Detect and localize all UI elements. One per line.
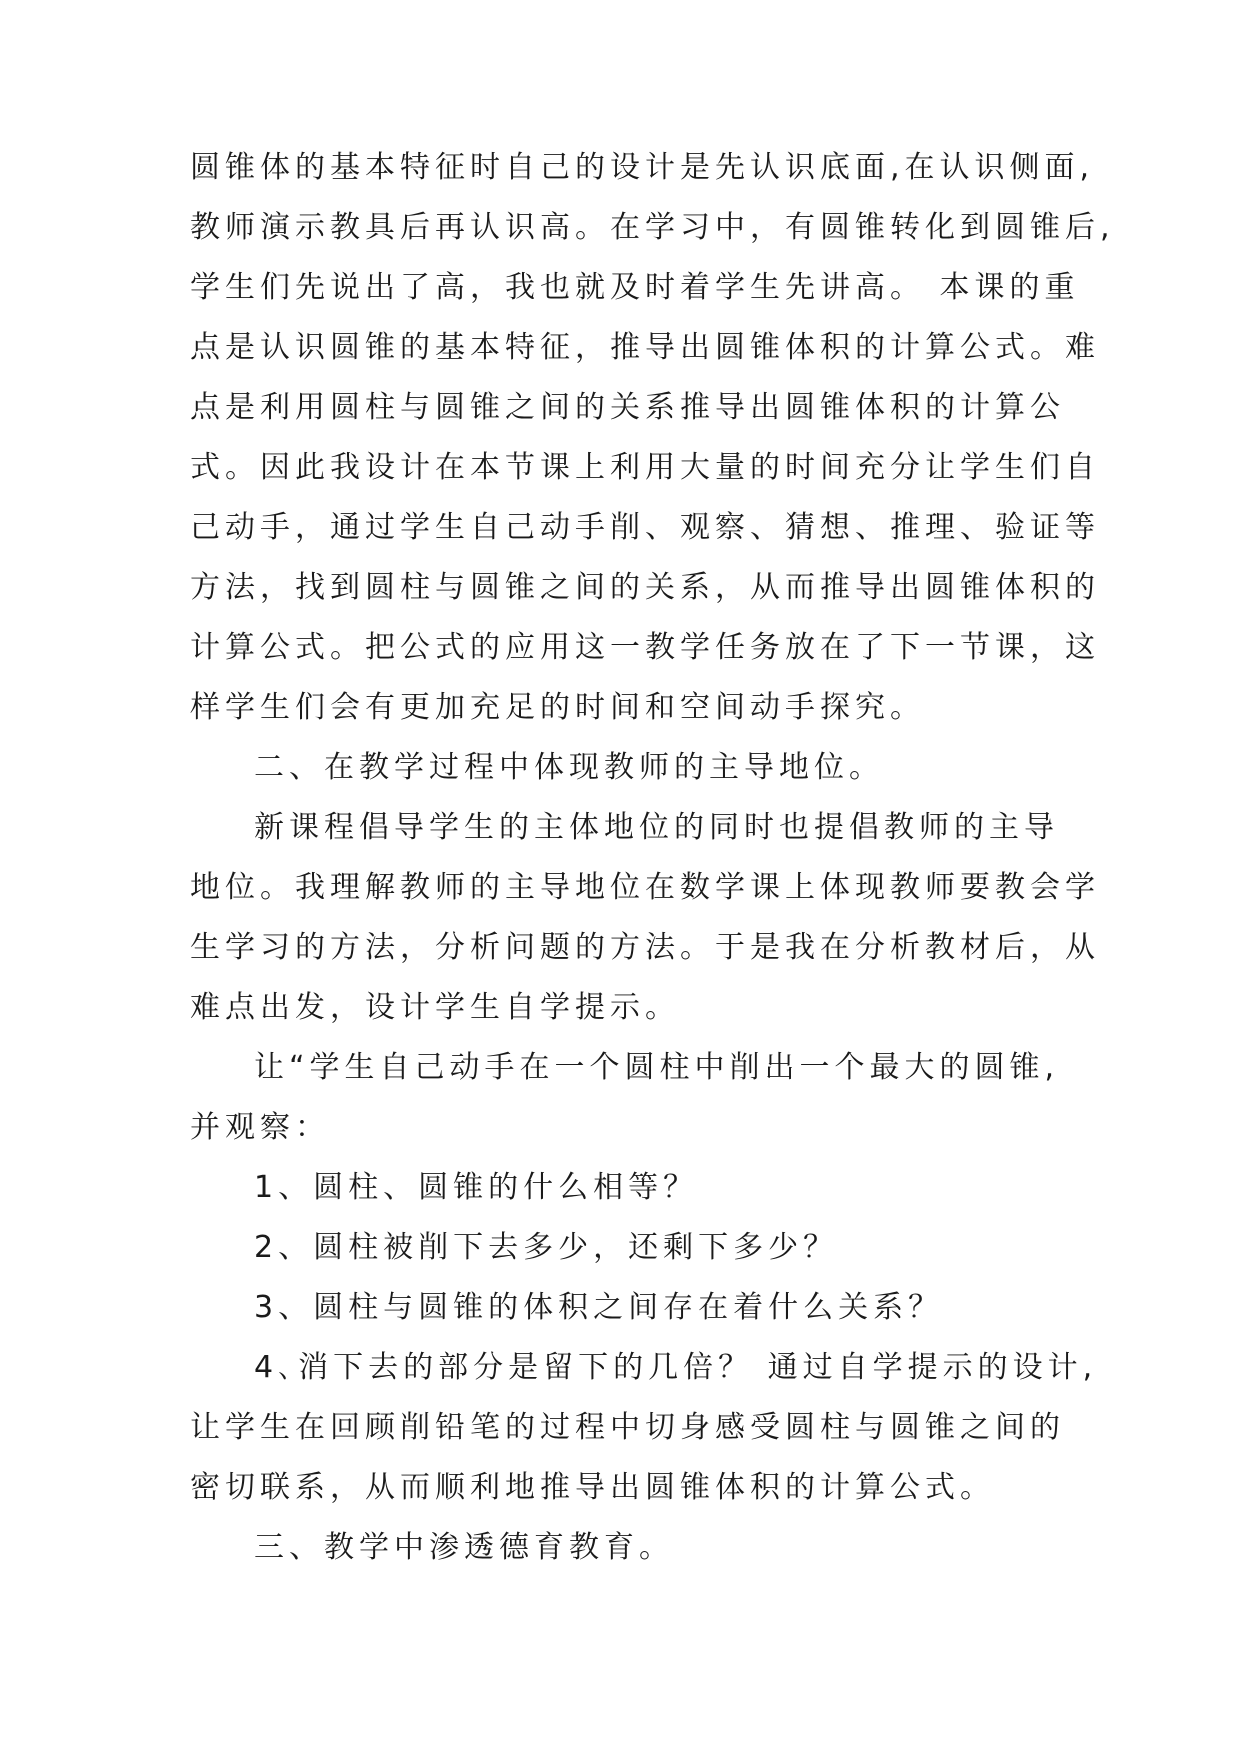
section-heading: 二、在教学过程中体现教师的主导地位。 — [254, 750, 884, 785]
text-line: 计算公式。把公式的应用这一教学任务放在了下一节课，这 — [190, 630, 1100, 665]
list-item: 3、圆柱与圆锥的体积之间存在着什么关系？ — [254, 1290, 944, 1325]
text-line: 学生们先说出了高，我也就及时着学生先讲高。 本课的重 — [190, 270, 1080, 305]
text-line: 生学习的方法，分析问题的方法。于是我在分析教材后，从 — [190, 930, 1100, 965]
text-line: 样学生们会有更加充足的时间和空间动手探究。 — [190, 690, 925, 725]
text-line: 地位。我理解教师的主导地位在数学课上体现教师要教会学 — [190, 870, 1100, 905]
text-line: 式。因此我设计在本节课上利用大量的时间充分让学生们自 — [190, 450, 1100, 485]
text-line: 点是认识圆锥的基本特征，推导出圆锥体积的计算公式。难 — [190, 330, 1100, 365]
text-line: 己动手，通过学生自己动手削、观察、猜想、推理、验证等 — [190, 510, 1100, 545]
text-line: 教师演示教具后再认识高。在学习中，有圆锥转化到圆锥后, — [190, 210, 1115, 245]
text-line: 新课程倡导学生的主体地位的同时也提倡教师的主导 — [254, 810, 1059, 845]
list-item: 2、圆柱被削下去多少，还剩下多少？ — [254, 1230, 839, 1265]
text-line: 点是利用圆柱与圆锥之间的关系推导出圆锥体积的计算公 — [190, 390, 1065, 425]
text-line: 难点出发，设计学生自学提示。 — [190, 990, 680, 1025]
text-line: 圆锥体的基本特征时自己的设计是先认识底面,在认识侧面, — [190, 150, 1095, 185]
text-line: 让学生在回顾削铅笔的过程中切身感受圆柱与圆锥之间的 — [190, 1410, 1065, 1445]
text-line: 并观察： — [190, 1110, 330, 1145]
text-line: 密切联系，从而顺利地推导出圆锥体积的计算公式。 — [190, 1470, 995, 1505]
text-line: 方法，找到圆柱与圆锥之间的关系，从而推导出圆锥体积的 — [190, 570, 1100, 605]
list-item: 1、圆柱、圆锥的什么相等？ — [254, 1170, 699, 1205]
section-heading: 三、教学中渗透德育教育。 — [254, 1530, 674, 1565]
text-line: 让“学生自己动手在一个圆柱中削出一个最大的圆锥, — [254, 1050, 1060, 1085]
list-item: 4､消下去的部分是留下的几倍？ 通过自学提示的设计, — [254, 1350, 1098, 1385]
